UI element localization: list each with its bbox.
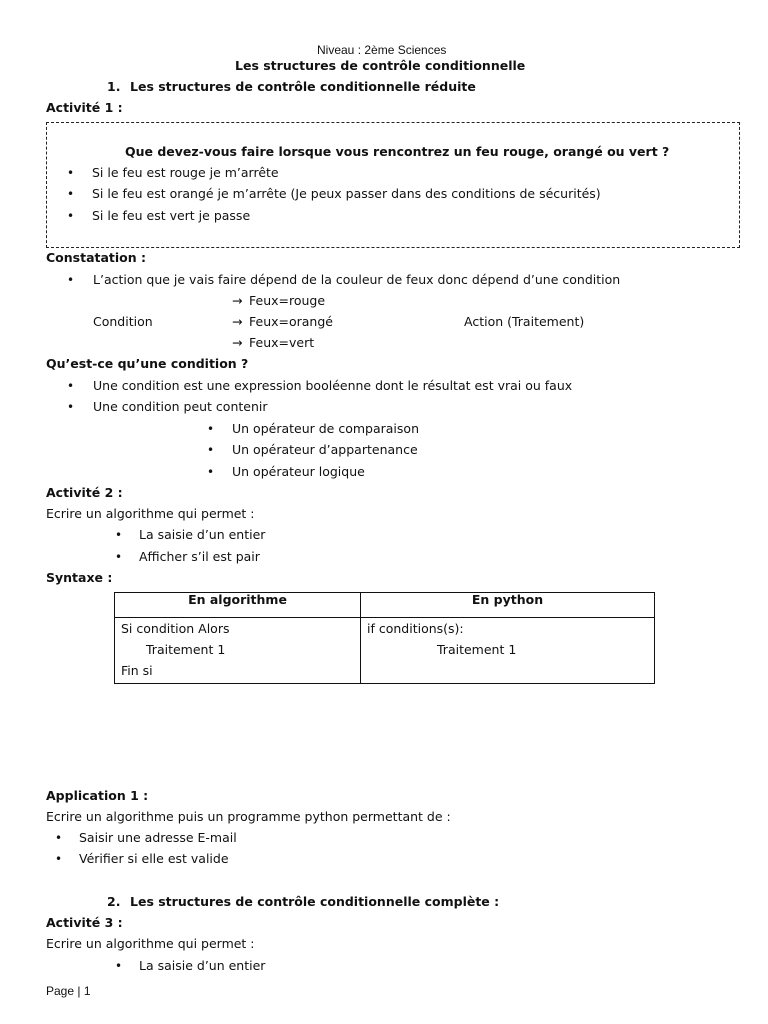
activite-1-box <box>46 122 740 248</box>
condition-value: Feux=orangé <box>249 314 333 329</box>
section-2-title: Les structures de contrôle conditionnelle complète : <box>130 894 500 909</box>
activite-1-item: Si le feu est rouge je m’arrête <box>92 165 279 180</box>
syntax-header-algorithme: En algorithme <box>115 593 361 618</box>
bullet-icon: • <box>67 400 75 414</box>
algo-line: Fin si <box>121 663 153 678</box>
action-label: Action (Traitement) <box>464 314 585 329</box>
constatation-label: Constatation : <box>46 250 147 265</box>
bullet-icon: • <box>55 831 63 845</box>
syntax-table-header-row <box>115 593 655 618</box>
activite-2-item: La saisie d’un entier <box>139 527 266 542</box>
arrow-icon: → <box>232 314 243 329</box>
bullet-icon: • <box>115 550 123 564</box>
operator-item: Un opérateur d’appartenance <box>232 442 418 457</box>
activite-3-label: Activité 3 : <box>46 915 123 930</box>
page-number: 1 <box>83 984 91 998</box>
bullet-icon: • <box>67 166 75 180</box>
application-1-label: Application 1 : <box>46 788 149 803</box>
section-1-title: Les structures de contrôle conditionnelle réduite <box>130 79 476 94</box>
level-line: Niveau : 2ème Sciences <box>317 43 447 57</box>
application-1-item: Saisir une adresse E-mail <box>79 830 237 845</box>
condition-label: Condition <box>93 314 153 329</box>
bullet-icon: • <box>55 852 63 866</box>
bullet-icon: • <box>115 959 123 973</box>
syntaxe-label: Syntaxe : <box>46 570 113 585</box>
activite-1-question: Que devez-vous faire lorsque vous rencontrez un feu rouge, orangé ou vert ? <box>125 144 670 159</box>
operator-item: Un opérateur de comparaison <box>232 421 419 436</box>
syntax-python-cell <box>361 618 655 684</box>
activite-1-item: Si le feu est vert je passe <box>92 208 251 223</box>
activite-2-label: Activité 2 : <box>46 485 123 500</box>
application-1-item: Vérifier si elle est valide <box>79 851 229 866</box>
activite-2-item: Afficher s’il est pair <box>139 549 260 564</box>
activite-3-intro: Ecrire un algorithme qui permet : <box>46 936 255 951</box>
condition-definition-label: Qu’est-ce qu’une condition ? <box>46 356 249 371</box>
syntax-table <box>114 592 655 684</box>
activite-2-intro: Ecrire un algorithme qui permet : <box>46 506 255 521</box>
condition-value: Feux=vert <box>249 335 315 350</box>
operator-item: Un opérateur logique <box>232 464 365 479</box>
python-line: if conditions(s): <box>367 621 464 636</box>
section-2-number: 2. <box>107 894 121 909</box>
bullet-icon: • <box>67 187 75 201</box>
bullet-icon: • <box>67 379 75 393</box>
constatation-text: L’action que je vais faire dépend de la couleur de feux donc dépend d’une condition <box>93 272 621 287</box>
page-footer <box>46 983 91 999</box>
condition-definition-item: Une condition est une expression booléenne dont le résultat est vrai ou faux <box>93 378 573 393</box>
bullet-icon: • <box>67 273 75 287</box>
condition-value: Feux=rouge <box>249 293 326 308</box>
application-1-intro: Ecrire un algorithme puis un programme python permettant de : <box>46 809 451 824</box>
activite-1-item: Si le feu est orangé je m’arrête (Je peux passer dans des conditions de sécurités) <box>92 186 601 201</box>
activite-1-label: Activité 1 : <box>46 100 123 115</box>
syntax-table-row <box>115 618 655 684</box>
activite-3-item: La saisie d’un entier <box>139 958 266 973</box>
bullet-icon: • <box>207 443 215 457</box>
bullet-icon: • <box>115 528 123 542</box>
bullet-icon: • <box>207 465 215 479</box>
condition-definition-item: Une condition peut contenir <box>93 399 268 414</box>
bullet-icon: • <box>67 209 75 223</box>
python-line: Traitement 1 <box>437 642 517 657</box>
arrow-icon: → <box>232 335 243 350</box>
page-separator: | <box>77 984 81 998</box>
bullet-icon: • <box>207 422 215 436</box>
page-label: Page <box>46 984 75 998</box>
syntax-header-python: En python <box>361 593 655 618</box>
algo-line: Si condition Alors <box>121 621 230 636</box>
document-title: Les structures de contrôle conditionnelle <box>235 58 526 73</box>
section-1-number: 1. <box>107 79 121 94</box>
syntax-algorithme-cell <box>115 618 361 684</box>
arrow-icon: → <box>232 293 243 308</box>
algo-line: Traitement 1 <box>146 642 226 657</box>
